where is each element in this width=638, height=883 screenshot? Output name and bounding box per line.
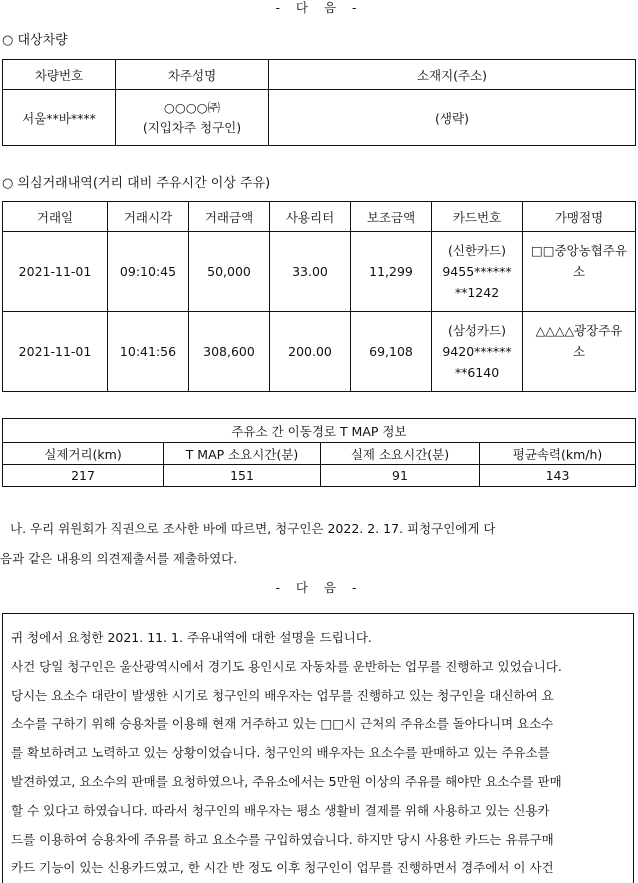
merchant-line1: △△△△광장주유 (535, 323, 623, 338)
header-txn-amount: 거래금액 (189, 202, 270, 232)
transaction-table (2, 201, 636, 392)
header-avg-speed: 평균속력(km/h) (480, 443, 636, 465)
card-number-part2: **6140 (454, 365, 500, 380)
tmap-table (2, 418, 636, 487)
header-actual-distance: 실제거리(km) (3, 443, 164, 465)
cell-actual-time: 91 (321, 465, 480, 487)
header-address: 소재지(주소) (269, 60, 636, 90)
card-company: (삼성카드) (447, 323, 507, 338)
section-title-target-vehicle: ○ 대상차량 (2, 33, 68, 48)
card-number-part2: **1242 (454, 285, 500, 300)
table-row (3, 312, 636, 392)
section-title-suspicious-transactions: ○ 의심거래내역(거리 대비 주유시간 이상 주유) (2, 176, 271, 191)
paragraph-line-2: 음과 같은 내용의 의견제출서를 제출하였다. (0, 551, 238, 566)
cell-amount: 308,600 (189, 312, 270, 392)
merchant-line2: 소 (572, 344, 586, 359)
cell-liters: 200.00 (270, 312, 351, 392)
cell-avg-speed: 143 (480, 465, 636, 487)
merchant-line2: 소 (572, 264, 586, 279)
card-company: (신한카드) (447, 243, 507, 258)
cell-vehicle-number: 서울**바**** (3, 90, 116, 146)
cell-date: 2021-11-01 (3, 312, 108, 392)
box-line: 당시는 요소수 대란이 발생한 시기로 청구인의 배우자는 업무를 진행하고 있는 청구인을 대신하여 요 (11, 687, 554, 703)
header-txn-date: 거래일 (3, 202, 108, 232)
table-row (3, 232, 636, 312)
card-number-part1: 9420****** (442, 344, 512, 359)
cell-tmap-time: 151 (164, 465, 321, 487)
header-tmap-time: T MAP 소요시간(분) (164, 443, 321, 465)
box-line: 발견하였고, 요소수의 판매를 요청하였으나, 주유소에서는 5만원 이상의 주유를 해야만 요소수를 판매 (11, 773, 562, 789)
paragraph-line-1: 나. 우리 위원회가 직권으로 조사한 바에 따르면, 청구인은 2022. 2. 17. 피청구인에게 다 (10, 521, 496, 536)
header-vehicle-number: 차량번호 (3, 60, 116, 90)
opinion-box (2, 613, 634, 883)
header-actual-time: 실제 소요시간(분) (321, 443, 480, 465)
owner-company: ○○○○㈜ (163, 99, 221, 115)
box-line: 카드 기능이 있는 신용카드였고, 한 시간 반 정도 이후 청구인이 업무를 진행하면서 경주에서 이 사건 (11, 860, 554, 876)
box-line: 귀 청에서 요청한 2021. 11. 1. 주유내역에 대한 설명을 드립니다. (11, 630, 372, 645)
merchant-line1: □□중앙농협주유 (530, 243, 628, 258)
cell-time: 10:41:56 (108, 312, 189, 392)
header-owner-name: 차주성명 (116, 60, 269, 90)
tmap-title: 주유소 간 이동경로 T MAP 정보 (3, 419, 636, 443)
box-line: 소수를 구하기 위해 승용차를 이용해 현재 거주하고 있는 □□시 근처의 주유소를 돌아다니며 요소수 (11, 716, 554, 732)
cell-date: 2021-11-01 (3, 232, 108, 312)
card-number-part1: 9455****** (442, 264, 512, 279)
cell-subsidy: 69,108 (351, 312, 432, 392)
cell-subsidy: 11,299 (351, 232, 432, 312)
header-txn-time: 거래시각 (108, 202, 189, 232)
box-line: 드를 이용하여 승용차에 주유를 하고 요소수를 구입하였습니다. 하지만 당시 사용한 카드는 유류구매 (11, 831, 554, 847)
box-line: 사건 당일 청구인은 울산광역시에서 경기도 용인시로 자동차를 운반하는 업무를 진행하고 있었습니다. (11, 658, 562, 674)
header-subsidy: 보조금액 (351, 202, 432, 232)
owner-note: (지입차주 청구인) (142, 119, 242, 135)
cell-liters: 33.00 (270, 232, 351, 312)
cell-time: 09:10:45 (108, 232, 189, 312)
box-line: 할 수 있다고 하였습니다. 따라서 청구인의 배우자는 평소 생활비 결제를 위해 사용하고 있는 신용카 (11, 802, 550, 818)
header-merchant: 가맹점명 (523, 202, 636, 232)
cell-card (432, 312, 523, 392)
cell-amount: 50,000 (189, 232, 270, 312)
cell-actual-distance: 217 (3, 465, 164, 487)
box-line: 를 확보하려고 노력하고 있는 상황이었습니다. 청구인의 배우자는 요소수를 판매하고 있는 주유소를 (11, 745, 550, 761)
cell-owner-name (116, 90, 269, 146)
heading-daeum-2: - 다 음 - (275, 580, 363, 595)
header-card-number: 카드번호 (432, 202, 523, 232)
vehicle-table (2, 59, 636, 146)
cell-merchant (523, 312, 636, 392)
cell-merchant (523, 232, 636, 312)
heading-daeum-1: - 다 음 - (275, 0, 363, 15)
header-liters: 사용리터 (270, 202, 351, 232)
cell-card (432, 232, 523, 312)
cell-address: (생략) (269, 90, 636, 146)
